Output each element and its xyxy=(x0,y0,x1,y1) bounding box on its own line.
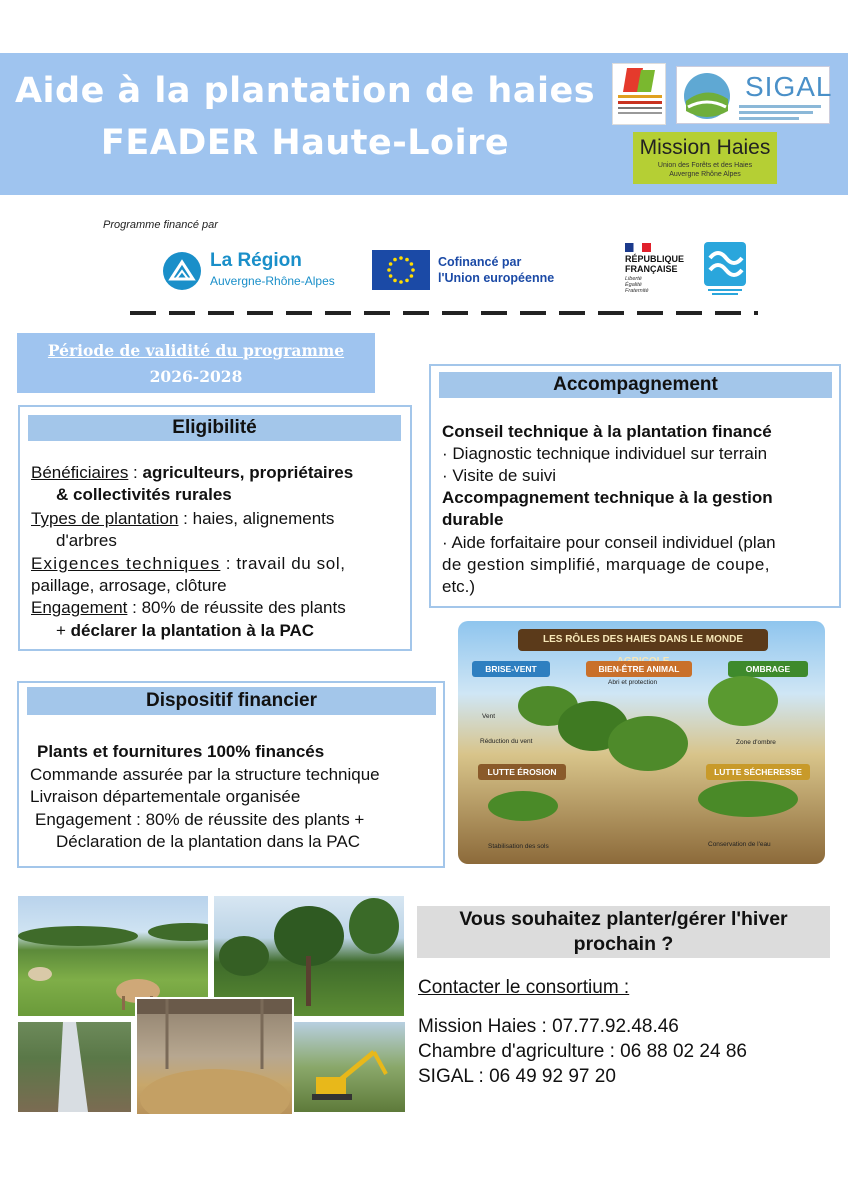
dispositif-line-5: Déclaration de la plantation dans la PAC xyxy=(56,832,360,851)
rf-line-1: RÉPUBLIQUE xyxy=(625,254,685,264)
mission-haies-sub2: Auvergne Rhône Alpes xyxy=(669,171,741,178)
accompagnement-sub-2-line-1: Accompagnement technique à la gestion xyxy=(442,488,773,507)
erosion-hedge xyxy=(488,791,558,821)
eu-line-2: l'Union européenne xyxy=(438,271,555,285)
periode-validite-block xyxy=(17,333,375,393)
eu-flag-icon xyxy=(372,250,430,290)
engagement-value-2: déclarer la plantation à la PAC xyxy=(70,621,315,640)
region-name: La Région xyxy=(210,250,302,271)
shade-tree xyxy=(708,676,778,726)
eligibilite-heading: Eligibilité xyxy=(28,415,401,441)
beneficiaires-value: agriculteurs, propriétaires xyxy=(142,463,354,482)
accompagnement-item-2: · Visite de suivi xyxy=(442,466,557,485)
contacter-consortium: Contacter le consortium : xyxy=(418,977,630,998)
dispositif-heading: Dispositif financier xyxy=(27,687,436,715)
label-lutte-erosion: LUTTE ÉROSION xyxy=(478,764,566,780)
engagement-line xyxy=(31,597,346,619)
mission-haies-title: Mission Haies xyxy=(639,136,771,159)
contact-sigal: SIGAL : 06 49 92 97 20 xyxy=(418,1066,616,1087)
dispositif-line-2: Commande assurée par la structure technique xyxy=(30,765,380,784)
accompagnement-item-1: · Diagnostic technique individuel sur terrain xyxy=(442,444,768,463)
dispositif-line-4: Engagement : 80% de réussite des plants + xyxy=(35,810,365,829)
mission-haies-sub1: Union des Forêts et des Haies xyxy=(657,162,753,169)
engagement-label: Engagement xyxy=(31,598,128,617)
region-logo-icon xyxy=(163,252,201,290)
dispositif-line-1: Plants et fournitures 100% financés xyxy=(37,742,325,761)
rf-line-2: FRANÇAISE xyxy=(625,264,678,274)
engagement-line-2: + déclarer la plantation à la PAC xyxy=(56,621,315,640)
rf-motto-3: Fraternité xyxy=(625,288,649,294)
title-line-1: Aide à la plantation de haies xyxy=(14,71,596,111)
types-value-2: d'arbres xyxy=(56,531,117,550)
contact-mission-haies: Mission Haies : 07.77.92.48.46 xyxy=(418,1016,679,1037)
haies-roles-infographic xyxy=(458,621,825,864)
infographic-banner: LES RÔLES DES HAIES DANS LE MONDE xyxy=(518,629,768,651)
periode-dates: 2026-2028 xyxy=(149,367,243,386)
exigences-label: Exigences techniques xyxy=(31,554,221,573)
drought-hedge xyxy=(698,781,798,817)
contact-question-banner: Vous souhaitez planter/gérer l'hiver prochain ? xyxy=(417,906,830,958)
engagement-value: : 80% de réussite des plants xyxy=(127,598,346,617)
dispositif-financier-box xyxy=(17,681,445,868)
sigal-wordmark: SIGAL xyxy=(745,71,833,102)
accompagnement-sub-2-line-2: durable xyxy=(442,510,504,529)
rf-motto xyxy=(625,276,649,294)
beneficiaires-label: Bénéficiaires xyxy=(31,463,129,482)
types-line xyxy=(31,508,334,530)
mission-haies-logo xyxy=(633,132,777,184)
label-ombrage: OMBRAGE xyxy=(728,661,808,677)
dispositif-line-3: Livraison départementale organisée xyxy=(30,787,301,806)
accompagnement-item-3-line-2: de gestion simplifié, marquage de coupe, xyxy=(442,555,770,574)
accompagnement-item-3-line-1: · Aide forfaitaire pour conseil individuel (plan xyxy=(442,533,776,552)
exigences-line xyxy=(31,553,346,575)
types-label: Types de plantation xyxy=(31,509,179,528)
accompagnement-box xyxy=(429,364,841,608)
caption-reduction-vent: Réduction du vent xyxy=(480,738,533,745)
label-lutte-secheresse: LUTTE SÉCHERESSE xyxy=(706,764,810,780)
dashed-divider xyxy=(130,311,758,315)
caption-abri: Abri et protection xyxy=(608,679,658,686)
accompagnement-heading: Accompagnement xyxy=(439,372,832,398)
contact-chambre-agriculture: Chambre d'agriculture : 06 88 02 24 86 xyxy=(418,1041,747,1062)
eu-cofinance-text xyxy=(438,254,554,286)
rf-motto-2: Égalité xyxy=(625,282,642,288)
caption-stabilisation: Stabilisation des sols xyxy=(488,843,549,850)
accompagnement-item-3-line-3: etc.) xyxy=(442,577,476,596)
region-subtitle: Auvergne-Rhône-Alpes xyxy=(210,274,335,288)
exigences-value-2: paillage, arrosage, clôture xyxy=(31,576,227,595)
label-bien-etre-animal: BIEN-ÊTRE ANIMAL xyxy=(586,661,692,677)
photo-wood-chips-barn xyxy=(135,997,294,1116)
chambre-agriculture-logo xyxy=(612,63,666,125)
caption-vent: Vent xyxy=(482,713,496,720)
photo-excavator xyxy=(294,1022,405,1112)
beneficiaires-value-2: & collectivités rurales xyxy=(56,485,232,504)
accompagnement-sub-1: Conseil technique à la plantation financé xyxy=(442,422,772,441)
photo-mulched-plantation xyxy=(18,1022,131,1112)
republique-francaise-text xyxy=(625,254,684,274)
eu-line-1: Cofinancé par xyxy=(438,255,522,269)
caption-zone-ombre: Zone d'ombre xyxy=(736,739,776,746)
programme-finance-label: Programme financé par xyxy=(103,219,218,231)
rf-motto-1: Liberté xyxy=(625,276,642,282)
sigal-logo xyxy=(676,66,833,124)
hedge-tree xyxy=(608,716,688,771)
marianne-icon xyxy=(625,243,651,252)
types-value: : haies, alignements xyxy=(178,509,335,528)
agence-eau-logo xyxy=(704,242,746,298)
caption-conservation: Conservation de l'eau xyxy=(708,841,771,848)
eligibilite-box xyxy=(18,405,412,651)
exigences-value: : travail du sol, xyxy=(220,554,346,573)
periode-label: Période de validité du programme xyxy=(47,341,345,360)
beneficiaires-line: Bénéficiaires : agriculteurs, propriétaires xyxy=(31,463,354,482)
label-brise-vent: BRISE-VENT xyxy=(472,661,550,677)
title-line-2: FEADER Haute-Loire xyxy=(100,123,510,163)
